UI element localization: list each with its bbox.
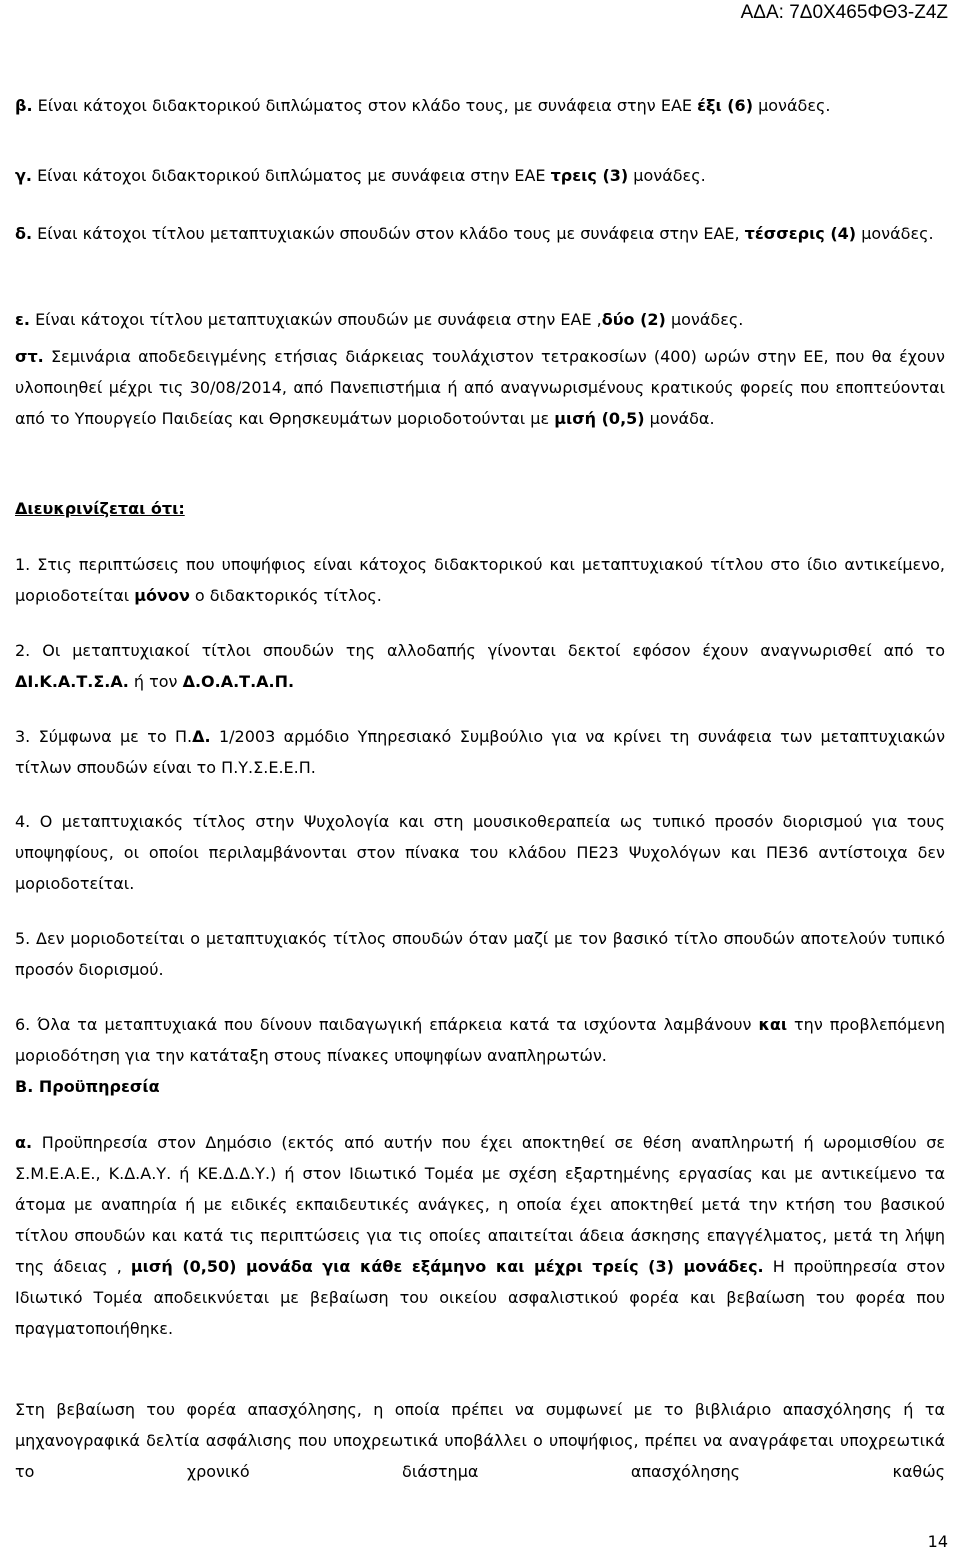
paragraph-text: Στη βεβαίωση του φορέα απασχόλησης, η οποία πρέπει να συμφωνεί με το βιβλιάριο απασχόλησης ή τα μηχανογραφικά δελτία ασφάλισης που υποχρεωτικά υποβάλλει ο υποψήφιος, πρέπει να αναγράφεται υποχρεωτικά το χρονικό διάστημα απασχόλησης καθώς: [15, 1400, 945, 1481]
criterion-text-end: μονάδα.: [644, 409, 715, 428]
clarification-item-5: [15, 923, 945, 985]
criterion-text: Είναι κάτοχοι διδακτορικού διπλώματος στον κλάδο τους, με συνάφεια στην ΕΑΕ: [32, 96, 698, 115]
clarification-emphasis: ΔΙ.Κ.Α.Τ.Σ.Α.: [15, 672, 129, 691]
paragraph-text-end: Η προϋπηρεσία στον Ιδιωτικό Τομέα αποδεικνύεται με βεβαίωση του οικείου ασφαλιστικού φορέα και βεβαίωση του φορέα που πραγματοποιήθηκε.: [15, 1257, 946, 1338]
clarifications-heading: Διευκρινίζεται ότι:: [15, 499, 185, 518]
criterion-points: έξι (6): [697, 96, 753, 115]
clarification-emphasis: Δ.: [192, 727, 211, 746]
criterion-text-end: μονάδες.: [665, 310, 744, 329]
page-number: 14: [927, 1532, 948, 1551]
paragraph-marker: α.: [15, 1133, 33, 1152]
criterion-text: Σεμινάρια αποδεδειγμένης ετήσιας διάρκειας τουλάχιστον τετρακοσίων (400) ωρών στην ΕΕ, που θα έχουν υλοποιηθεί μέχρι τις 30/08/2014, από Πανεπιστήμια ή από αναγνωρισμένους κρατικούς φορείς που εποπτεύονται από το Υπουργείο Παιδείας και Θρησκευμάτων μοριοδοτούνται με: [15, 347, 945, 428]
clarification-emphasis: μόνον: [134, 586, 190, 605]
criterion-marker: δ.: [15, 224, 33, 243]
criterion-marker: γ.: [15, 166, 32, 185]
clarification-item-4: [15, 806, 945, 899]
paragraph-emphasis: μισή (0,50) μονάδα για κάθε εξάμηνο και μέχρι τρείς (3) μονάδες.: [130, 1257, 764, 1276]
criterion-marker: στ.: [15, 347, 44, 366]
criterion-marker: ε.: [15, 310, 30, 329]
criterion-e: [15, 304, 945, 335]
clarification-text-mid: ή τον: [128, 672, 183, 691]
criterion-b: [15, 90, 945, 121]
section-b-paragraph-b: [15, 1394, 945, 1487]
clarification-emphasis: και: [758, 1015, 788, 1034]
criterion-points: μισή (0,5): [554, 409, 645, 428]
criterion-marker: β.: [15, 96, 33, 115]
clarification-text: 1. Στις περιπτώσεις που υποψήφιος είναι κάτοχος διδακτορικού και μεταπτυχιακού τίτλου στο ίδιο αντικείμενο, μοριοδοτείται: [15, 555, 945, 605]
criterion-st: [15, 341, 945, 434]
criterion-d: [15, 218, 945, 249]
clarification-text: 6. Όλα τα μεταπτυχιακά που δίνουν παιδαγωγική επάρκεια κατά τα ισχύοντα λαμβάνουν: [15, 1015, 759, 1034]
criterion-text-end: μονάδες.: [856, 224, 934, 243]
clarification-item-6: [15, 1009, 945, 1071]
clarification-item-3: [15, 721, 945, 783]
criterion-c: [15, 160, 945, 191]
clarification-text-end: ο διδακτορικός τίτλος.: [189, 586, 382, 605]
clarification-emphasis-2: Δ.Ο.Α.Τ.Α.Π.: [182, 672, 295, 691]
clarification-text-end: την προβλεπόμενη μοριοδότηση για την κατάταξη στους πίνακες υποψηφίων αναπληρωτών.: [15, 1015, 945, 1065]
criterion-points: τέσσερις (4): [744, 224, 857, 243]
paragraph-text: Προϋπηρεσία στον Δημόσιο (εκτός από αυτήν που έχει αποκτηθεί σε θέση αναπληρωτή ή ωρομισθίου σε Σ.Μ.Ε.Α.Ε., Κ.Δ.Α.Υ. ή ΚΕ.Δ.Δ.Υ.) ή στον Ιδιωτικό Τομέα με σχέση εξαρτημένης εργασίας και με αντικείμενο τα άτομα με αναπηρία ή με ειδικές εκπαιδευτικές ανάγκες, η οποία έχει αποκτηθεί μετά την κτήση του βασικού τίτλου σπουδών και κατά τις περιπτώσεις για τις οποίες απαιτείται άδεια άσκησης επαγγέλματος, μετά τη λήψη της άδειας ,: [15, 1133, 945, 1276]
clarification-text: 2. Οι μεταπτυχιακοί τίτλοι σπουδών της αλλοδαπής γίνονται δεκτοί εφόσον έχουν αναγνωρισθεί από το: [15, 641, 945, 660]
ada-code: ΑΔΑ: 7Δ0Χ465ΦΘ3-Ζ4Ζ: [740, 2, 948, 23]
criterion-text-end: μονάδες.: [753, 96, 831, 115]
section-b-paragraph-a: [15, 1127, 945, 1344]
clarification-text: 3. Σύμφωνα με το Π.: [15, 727, 193, 746]
criterion-text: Είναι κάτοχοι τίτλου μεταπτυχιακών σπουδών με συνάφεια στην ΕΑΕ ,: [29, 310, 602, 329]
section-b-heading: Β. Προϋπηρεσία: [15, 1077, 160, 1096]
criterion-text: Είναι κάτοχοι διδακτορικού διπλώματος με συνάφεια στην ΕΑΕ: [31, 166, 551, 185]
criterion-points: τρεις (3): [550, 166, 629, 185]
clarification-text: 4. Ο μεταπτυχιακός τίτλος στην Ψυχολογία και στη μουσικοθεραπεία ως τυπικό προσόν διορισμού για τους υποψηφίους, οι οποίοι περιλαμβάνονται στον πίνακα του κλάδου ΠΕ23 Ψυχολόγων και ΠΕ36 αντίστοιχα δεν μοριοδοτείται.: [15, 812, 945, 893]
clarification-text-end: 1/2003 αρμόδιο Υπηρεσιακό Συμβούλιο για να κρίνει τη συνάφεια των μεταπτυχιακών τίτλων σπουδών είναι το Π.Υ.Σ.Ε.Ε.Π.: [15, 727, 946, 777]
criterion-text: Είναι κάτοχοι τίτλου μεταπτυχιακών σπουδών στον κλάδο τους με συνάφεια στην ΕΑΕ,: [32, 224, 745, 243]
clarification-item-1: [15, 549, 945, 611]
criterion-text-end: μονάδες.: [628, 166, 706, 185]
clarification-text: 5. Δεν μοριοδοτείται ο μεταπτυχιακός τίτλος σπουδών όταν μαζί με τον βασικό τίτλο σπουδών αποτελούν τυπικό προσόν διορισμού.: [15, 929, 945, 979]
criterion-points: δύο (2): [601, 310, 666, 329]
clarification-item-2: [15, 635, 945, 697]
